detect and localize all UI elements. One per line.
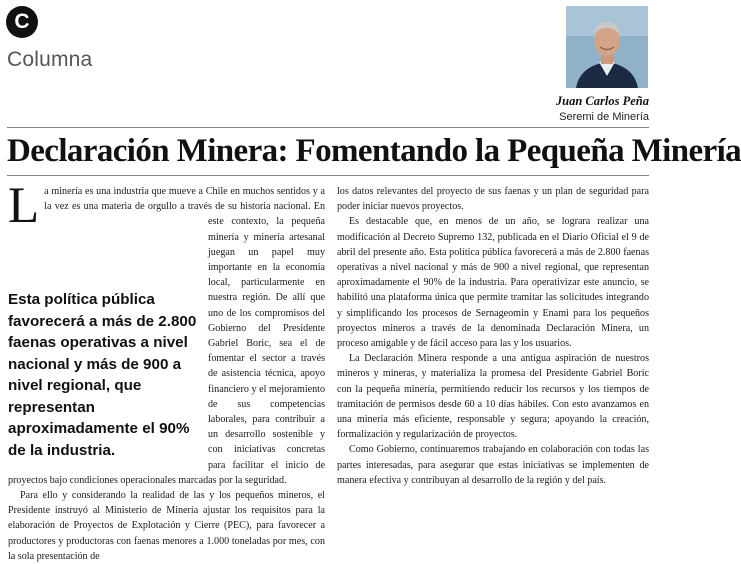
paragraph-4: La Declaración Minera responde a una antigua aspiración de nuestros mineros y mineras, y materializa la promesa del Presidente Gabriel Boric con la pequeña minería, permitiendo reducir los recursos y los tiempos de tramitación de permisos desde 60 a 10 días hábiles. Con esto avanzamos en una minería más eficiente, responsable y segura; apoyando la creación, formalización y regularización de proyectos. [337,353,649,441]
paragraph-3: Es destacable que, en menos de un año, se lograra realizar una modificación al Decreto Supremo 132, publicada en el Diario Oficial el 9 de abril del presente año. Esta política pública favorecerá a más de 2.800 faenas operativas a nivel nacional y más de 900 a nivel regional, que representan aproximadamente el 90% de la industria. Para operativizar este anuncio, se habilitó una plataforma única que permite tramitar las solicitudes integrando y simplificando los procesos de Sernageomin y Enami para los pequeños proyectos mineros a través de la denominada Declaración Minera, un proceso amigable y de fácil acceso para las y los usuarios. [337,216,649,350]
article-column-right [337,184,649,488]
pull-quote: Esta política pública favorecerá a más de 2.800 faenas operativas a nivel nacional y más de 900 a nivel regional, que representan aproximadamente el 90% de la industria. [8,291,197,459]
paragraph-2-continued: los datos relevantes del proyecto de sus faenas y un plan de seguridad para poder iniciar nuevos proyectos. [337,186,649,213]
headline-bottom-rule [7,175,649,176]
author-portrait-icon [566,6,648,88]
section-label: Columna [7,48,93,71]
paragraph-2: Para ello y considerando la realidad de las y los pequeños mineros, el Presidente instruyó al Ministerio de Minería ajustar los requisitos para la elaboración de Proyectos de Explotación y Cierre (PEC), para favorecer a productores y productoras con faenas menores a 1.000 toneladas por mes, con la sola presentación de [8,490,325,562]
column-badge: C [6,6,38,38]
author-avatar [566,6,648,88]
drop-cap: L [8,178,40,234]
paragraph-5: Como Gobierno, continuaremos trabajando en colaboración con todas las partes interesadas, para asegurar que estas iniciativas se implementen de manera efectiva y contribuyan al desarrollo de la región y del país. [337,444,649,486]
lead-text: a minería es una industria que mueve a Chile en muchos sentidos y a la vez es una materia de orgullo a través de su historia nacional. En este contexto, la pequeña minería y minería artesanal juegan un papel muy importante en la economía local, particularmente en nuestra región. De allí que uno de los compromisos del Gobierno del Presidente Gabriel Boric, sea el de fomentar el sector a través de asistencia técnica, apoyo financiero y el mejoramiento de sus competencias laborales, para contribuir a un desarrollo sostenible y con iniciativas concretas para facilitar el inicio de proyectos bajo condiciones operacionales marcadas por la seguridad. [8,186,325,486]
author-role: Seremi de Minería [559,111,649,123]
article-headline: Declaración Minera: Fomentando la Pequeña Minería [7,133,741,169]
author-name: Juan Carlos Peña [555,94,649,108]
headline-top-rule [7,127,649,128]
author-byline [556,93,649,125]
